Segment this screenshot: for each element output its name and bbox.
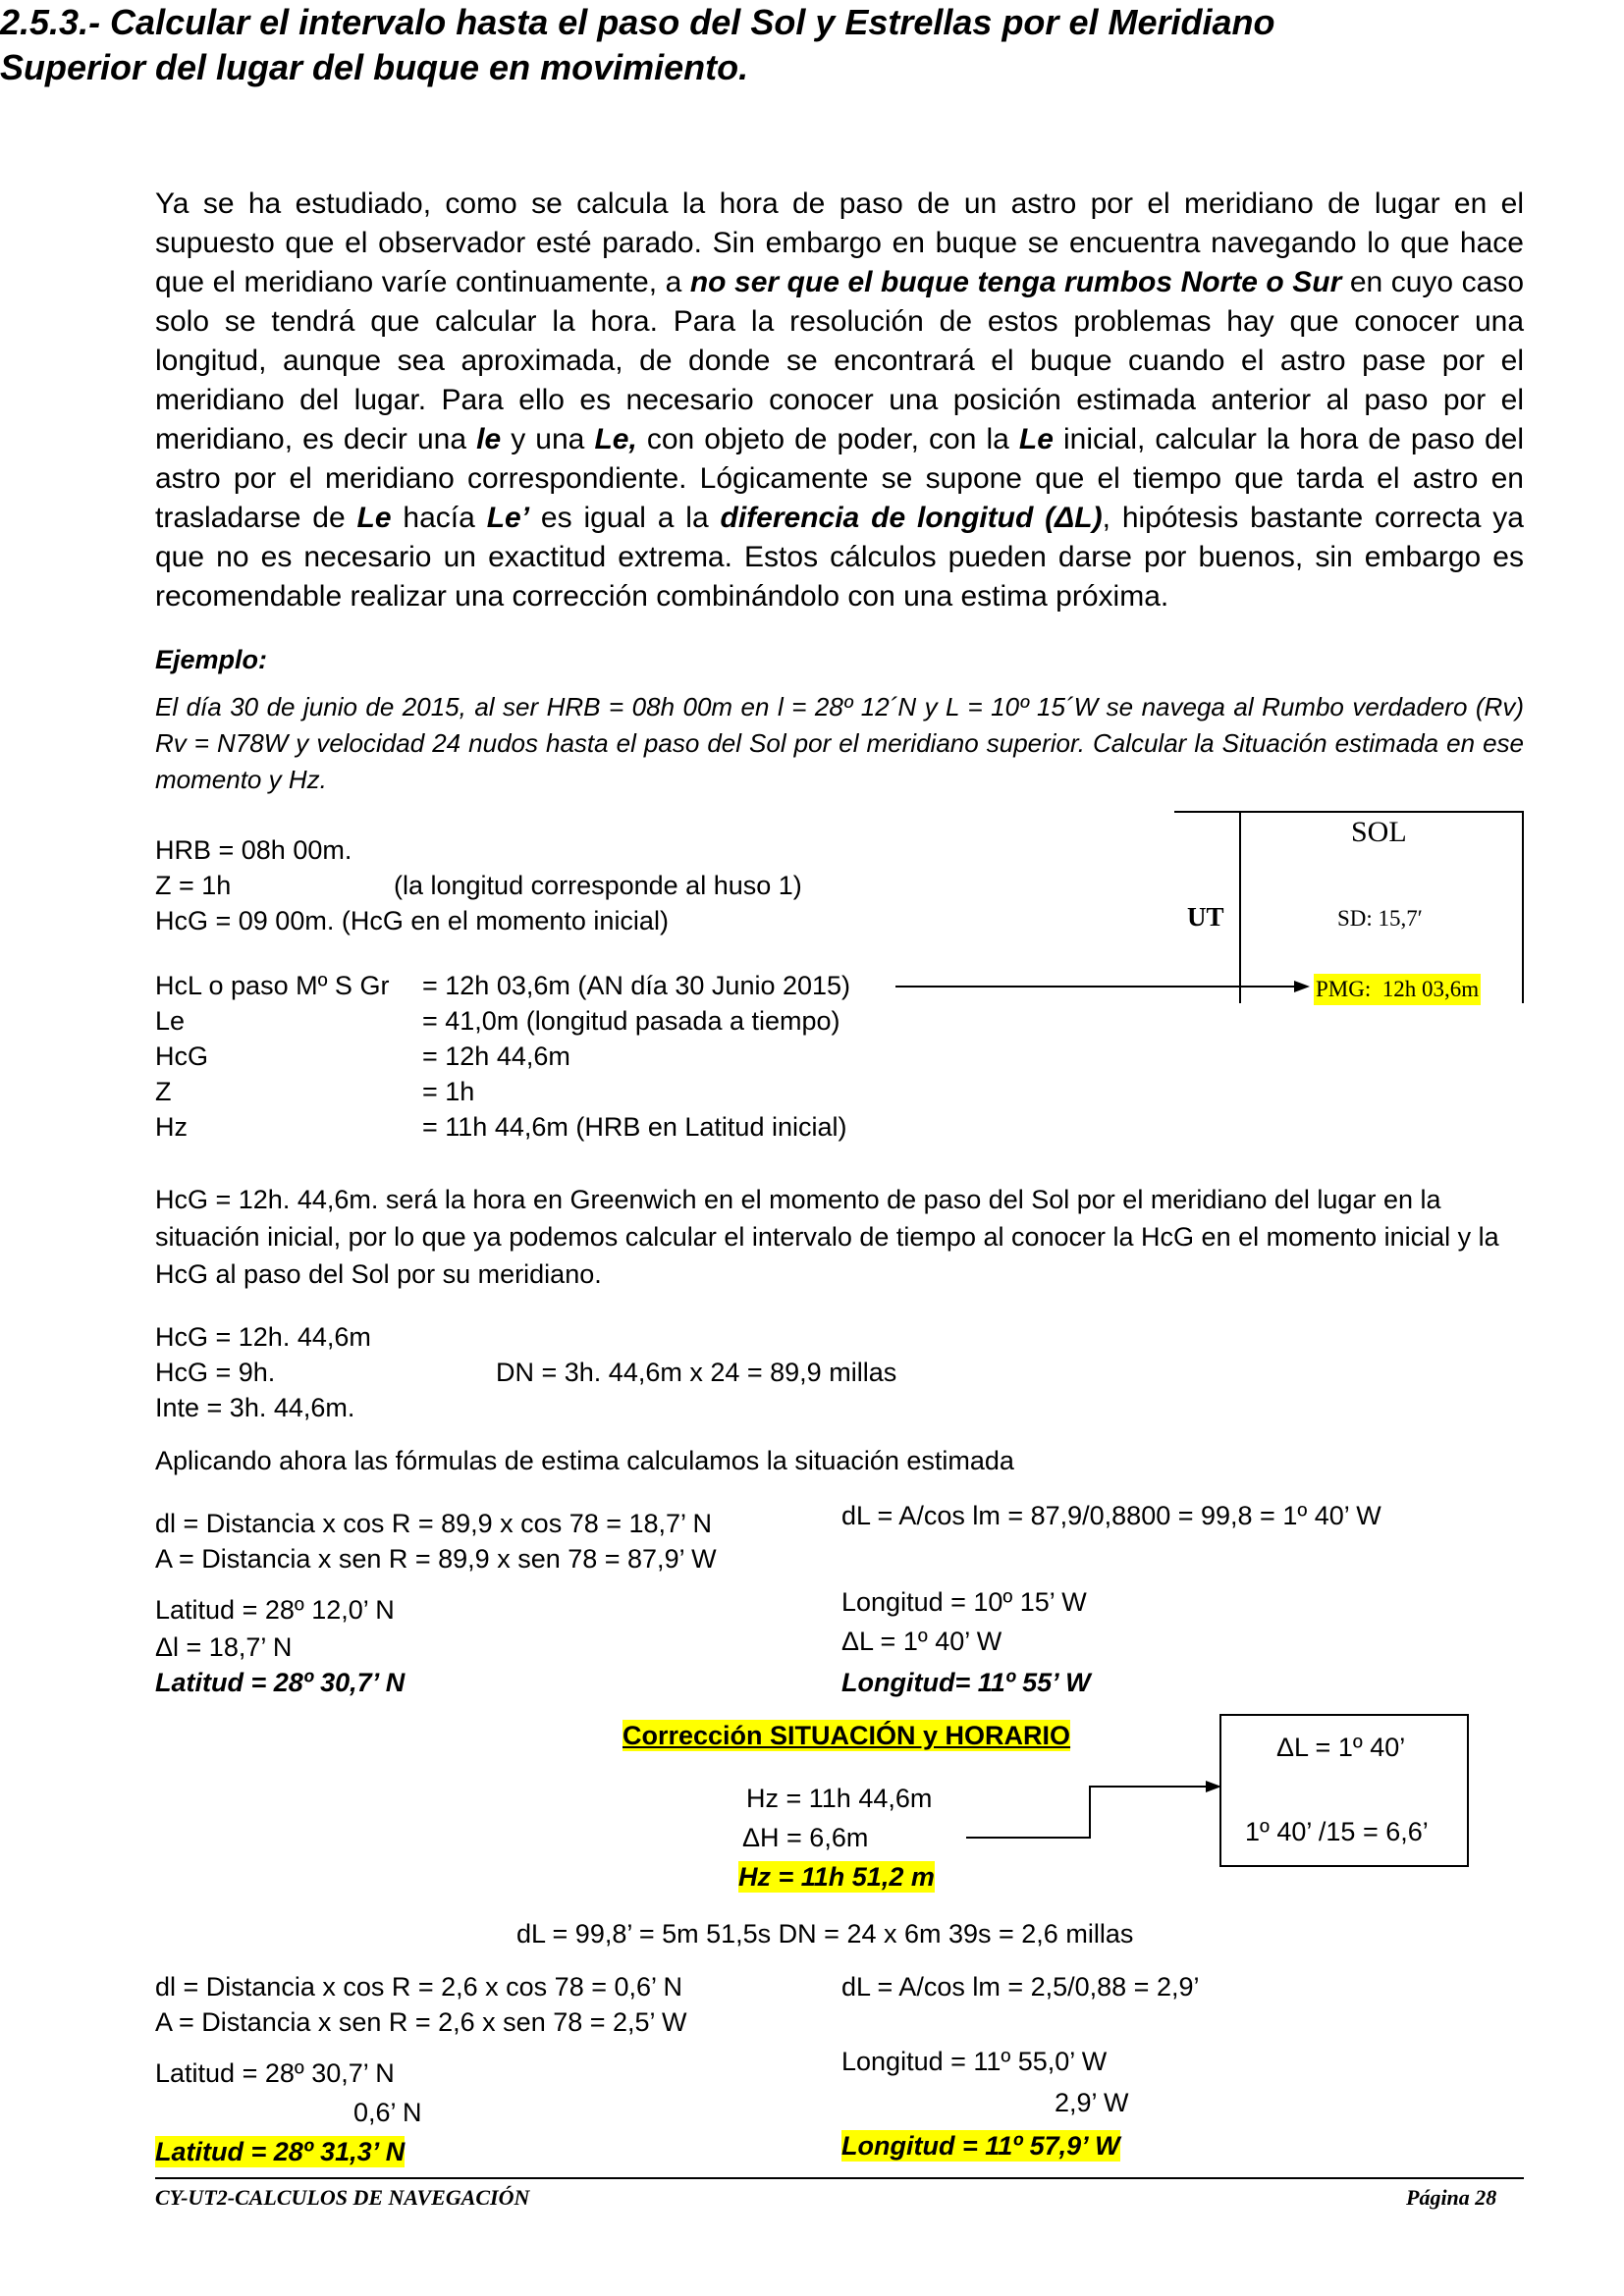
estima2-lat2: 0,6’ N	[353, 2098, 422, 2127]
estima2-a: A = Distancia x sen R = 2,6 x sen 78 = 2,5’ W	[155, 2007, 687, 2037]
estima2-lon2: 2,9’ W	[1055, 2088, 1129, 2117]
estima1-lat2: Δl = 18,7’ N	[155, 1632, 293, 1662]
calc2-value: = 12h 03,6m (AN día 30 Junio 2015)	[422, 971, 851, 1000]
intro-segment: Le	[1018, 423, 1054, 455]
estima1-lon3: Longitud= 11º 55’ W	[841, 1668, 1091, 1697]
estima2-lat3: Latitud = 28º 31,3’ N	[155, 2137, 406, 2166]
intro-segment: , hipótesis bastante correcta ya que no es necesario un exactitud extrema. Estos cálculos pueden darse por buenos, sin embargo es recomendable realizar una corrección combinándolo con una estima próxima.	[155, 502, 1524, 613]
estima2-lon3: Longitud = 11º 57,9’ W	[841, 2131, 1120, 2161]
intro-segment: hacía	[391, 502, 487, 534]
intro-segment: Le’	[486, 502, 530, 534]
footer-left: CY-UT2-CALCULOS DE NAVEGACIÓN	[155, 2185, 530, 2210]
estima2-lat1: Latitud = 28º 30,7’ N	[155, 2058, 395, 2088]
estima1-lon1: Longitud = 10º 15’ W	[841, 1587, 1087, 1617]
correccion-hz2: Hz = 11h 51,2 m	[738, 1862, 935, 1892]
intro-segment: inicial, calcular la hora de paso del astro por el meridiano correspondiente. Lógicamente se supone que el tiempo que tarda el astro en trasladarse de	[155, 423, 1525, 534]
estima1-dl: dl = Distancia x cos R = 89,9 x cos 78 = 18,7’ N	[155, 1509, 713, 1538]
interval-dn: DN = 3h. 44,6m x 24 = 89,9 millas	[496, 1358, 897, 1387]
estima1-lat3: Latitud = 28º 30,7’ N	[155, 1668, 406, 1697]
calc2-label: Le	[155, 1006, 186, 1036]
calc2-label: Hz	[155, 1112, 188, 1142]
estima2-lon1: Longitud = 11º 55,0’ W	[841, 2047, 1108, 2076]
almanac-ut: UT	[1187, 902, 1224, 932]
deltaL-box-line1: ΔL = 1º 40’	[1276, 1733, 1406, 1762]
intro-segment: diferencia de longitud (ΔL)	[720, 502, 1103, 534]
correccion-dh: ΔH = 6,6m	[742, 1823, 869, 1852]
almanac-header: SOL	[1351, 816, 1407, 848]
intro-segment: en cuyo caso solo se tendrá que calcular la hora. Para la resolución de estos problemas hay que conocer una longitud, aunque sea aproximada, de donde se encontrará el buque cuando el astro pase por el meridiano del lugar. Para ello es necesario conocer una posición estimada anterior al paso por el meridiano, es decir una	[155, 266, 1525, 455]
calc-hcg: HcG = 09 00m. (HcG en el momento inicial)	[155, 906, 669, 935]
aplicando-text: Aplicando ahora las fórmulas de estima calculamos la situación estimada	[155, 1446, 1014, 1475]
estima1-a: A = Distancia x sen R = 89,9 x sen 78 = 87,9’ W	[155, 1544, 717, 1574]
arrow-head-pmg	[1294, 981, 1310, 992]
intro-segment: y una	[501, 423, 595, 455]
calc2-value: = 12h 44,6m	[422, 1041, 570, 1071]
calc2-label: HcL o paso Mº S Gr	[155, 971, 390, 1000]
correccion-title: Corrección SITUACIÓN y HORARIO	[623, 1721, 1071, 1750]
calc2-label: HcG	[155, 1041, 208, 1071]
estima2-dl: dl = Distancia x cos R = 2,6 x cos 78 = 0,6’ N	[155, 1972, 683, 2002]
calc2-label: Z	[155, 1077, 172, 1106]
arrow-hz-to-box	[966, 1787, 1208, 1838]
intro-segment: no ser que el buque tenga rumbos Norte o Sur	[689, 266, 1342, 298]
calc-hrb: HRB = 08h 00m.	[155, 835, 352, 865]
calc-z: Z = 1h	[155, 871, 232, 900]
intro-segment: le	[476, 423, 502, 455]
footer-page: Página 28	[1406, 2185, 1497, 2210]
calc2-value: = 11h 44,6m (HRB en Latitud inicial)	[422, 1112, 847, 1142]
intro-segment: con objeto de poder, con la	[636, 423, 1019, 455]
almanac-pmg-label: PMG:	[1316, 977, 1372, 1001]
deltaL-box-line2: 1º 40’ /15 = 6,6’	[1245, 1817, 1429, 1846]
calc2-value: = 41,0m (longitud pasada a tiempo)	[422, 1006, 840, 1036]
estima1-lat1: Latitud = 28º 12,0’ N	[155, 1595, 395, 1625]
footer-rule	[155, 2177, 1524, 2179]
interval-hcg1: HcG = 12h. 44,6m	[155, 1322, 371, 1352]
intro-segment: es igual a la	[529, 502, 721, 534]
example-heading: Ejemplo:	[155, 645, 268, 674]
almanac-sd: SD: 15,7′	[1337, 906, 1423, 931]
estima1-dL: dL = A/cos lm = 87,9/0,8800 = 99,8 = 1º 40’ W	[841, 1501, 1381, 1530]
interval-inte: Inte = 3h. 44,6m.	[155, 1393, 355, 1422]
estima2-dL: dL = A/cos lm = 2,5/0,88 = 2,9’	[841, 1972, 1200, 2002]
interval-hcg2: HcG = 9h.	[155, 1358, 276, 1387]
calc2-value: = 1h	[422, 1077, 475, 1106]
section-title: 2.5.3.- Calcular el intervalo hasta el paso del Sol y Estrellas por el Meridiano Superior del lugar del buque en movimiento.	[0, 2, 1275, 87]
estima1-lon2: ΔL = 1º 40’ W	[841, 1627, 1002, 1656]
note-paragraph: HcG = 12h. 44,6m. será la hora en Greenwich en el momento de paso del Sol por el meridiano del lugar en la situación inicial, por lo que ya podemos calcular el intervalo de tiempo al conocer la HcG en el momento inicial y la HcG al paso del Sol por su meridiano.	[155, 1185, 1499, 1289]
calc-z-note: (la longitud corresponde al huso 1)	[394, 871, 802, 900]
dl-dn-line: dL = 99,8’ = 5m 51,5s DN = 24 x 6m 39s = 2,6 millas	[516, 1919, 1134, 1949]
almanac-pmg-value: 12h 03,6m	[1381, 977, 1480, 1001]
intro-segment: Ya se ha estudiado, como se calcula la hora de paso de un astro por el meridiano de lugar en el supuesto que el observador esté parado. Sin embargo en buque se encuentra navegando lo que hace que el meridiano varíe continuamente, a	[155, 187, 1524, 298]
example-statement: El día 30 de junio de 2015, al ser HRB = 08h 00m en l = 28º 12´N y L = 10º 15´W se navega al Rumbo verdadero (Rv) Rv = N78W y velocidad 24 nudos hasta el paso del Sol por el meridiano superior. Calcular la Situación estimada en ese momento y Hz.	[155, 692, 1524, 794]
intro-segment: Le,	[594, 423, 637, 455]
correccion-hz: Hz = 11h 44,6m	[746, 1784, 933, 1813]
intro-segment: Le	[356, 502, 392, 534]
